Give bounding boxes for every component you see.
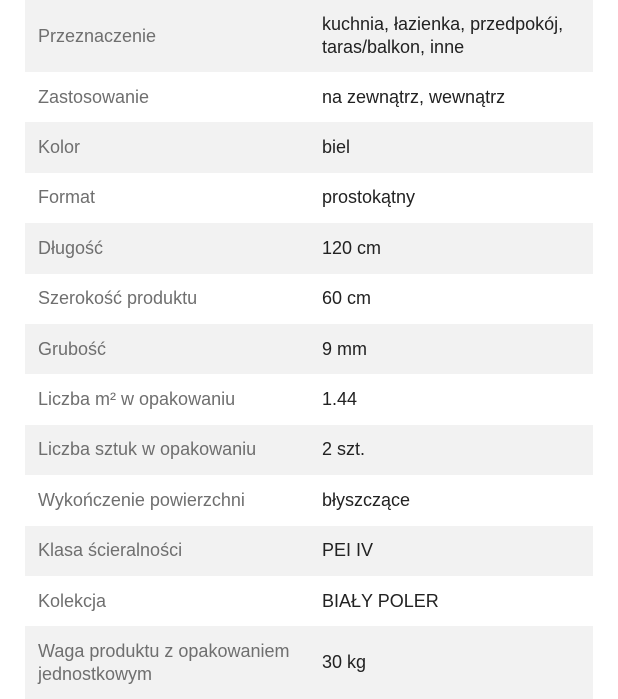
spec-row-przeznaczenie [25, 0, 593, 72]
spec-row-liczba-sztuk [25, 425, 593, 475]
spec-row-format [25, 173, 593, 223]
spec-row-szerokosc [25, 274, 593, 324]
spec-row-zastosowanie [25, 72, 593, 122]
spec-label: Format [38, 187, 96, 208]
spec-row-grubosc [25, 324, 593, 374]
spec-label: Wykończenie powierzchni [38, 489, 245, 510]
product-specs-table [25, 0, 593, 699]
spec-row-kolor [25, 122, 593, 172]
spec-value: 9 mm [322, 338, 367, 359]
spec-value: kuchnia, łazienka, przedpokój, taras/balkon, inne [322, 14, 564, 57]
spec-label: Waga produktu z opakowaniem jednostkowym [38, 640, 290, 684]
spec-value: błyszczące [322, 489, 411, 510]
spec-label: Liczba m² w opakowaniu [38, 389, 236, 410]
spec-label: Długość [38, 237, 104, 258]
spec-label: Zastosowanie [38, 86, 150, 107]
spec-value: na zewnątrz, wewnątrz [322, 86, 506, 107]
spec-row-klasa-scieralnosci [25, 526, 593, 576]
spec-label: Szerokość produktu [38, 288, 198, 309]
spec-value: PEI IV [322, 540, 374, 561]
spec-row-wykonczenie [25, 475, 593, 525]
spec-value: BIAŁY POLER [322, 590, 439, 611]
spec-value: prostokątny [322, 187, 416, 208]
spec-label: Liczba sztuk w opakowaniu [38, 439, 257, 460]
spec-value: biel [322, 137, 351, 158]
spec-value: 30 kg [322, 652, 367, 673]
spec-value: 120 cm [322, 237, 382, 258]
spec-value: 60 cm [322, 288, 372, 309]
spec-label: Przeznaczenie [38, 25, 157, 46]
spec-row-dlugosc [25, 223, 593, 273]
spec-value: 2 szt. [322, 439, 366, 460]
spec-value: 1.44 [322, 389, 358, 410]
spec-label: Kolor [38, 137, 81, 158]
spec-label: Kolekcja [38, 590, 107, 611]
spec-row-kolekcja [25, 576, 593, 626]
spec-label: Grubość [38, 338, 107, 359]
spec-label: Klasa ścieralności [38, 540, 183, 561]
spec-row-waga [25, 626, 593, 699]
spec-row-liczba-m2 [25, 374, 593, 424]
